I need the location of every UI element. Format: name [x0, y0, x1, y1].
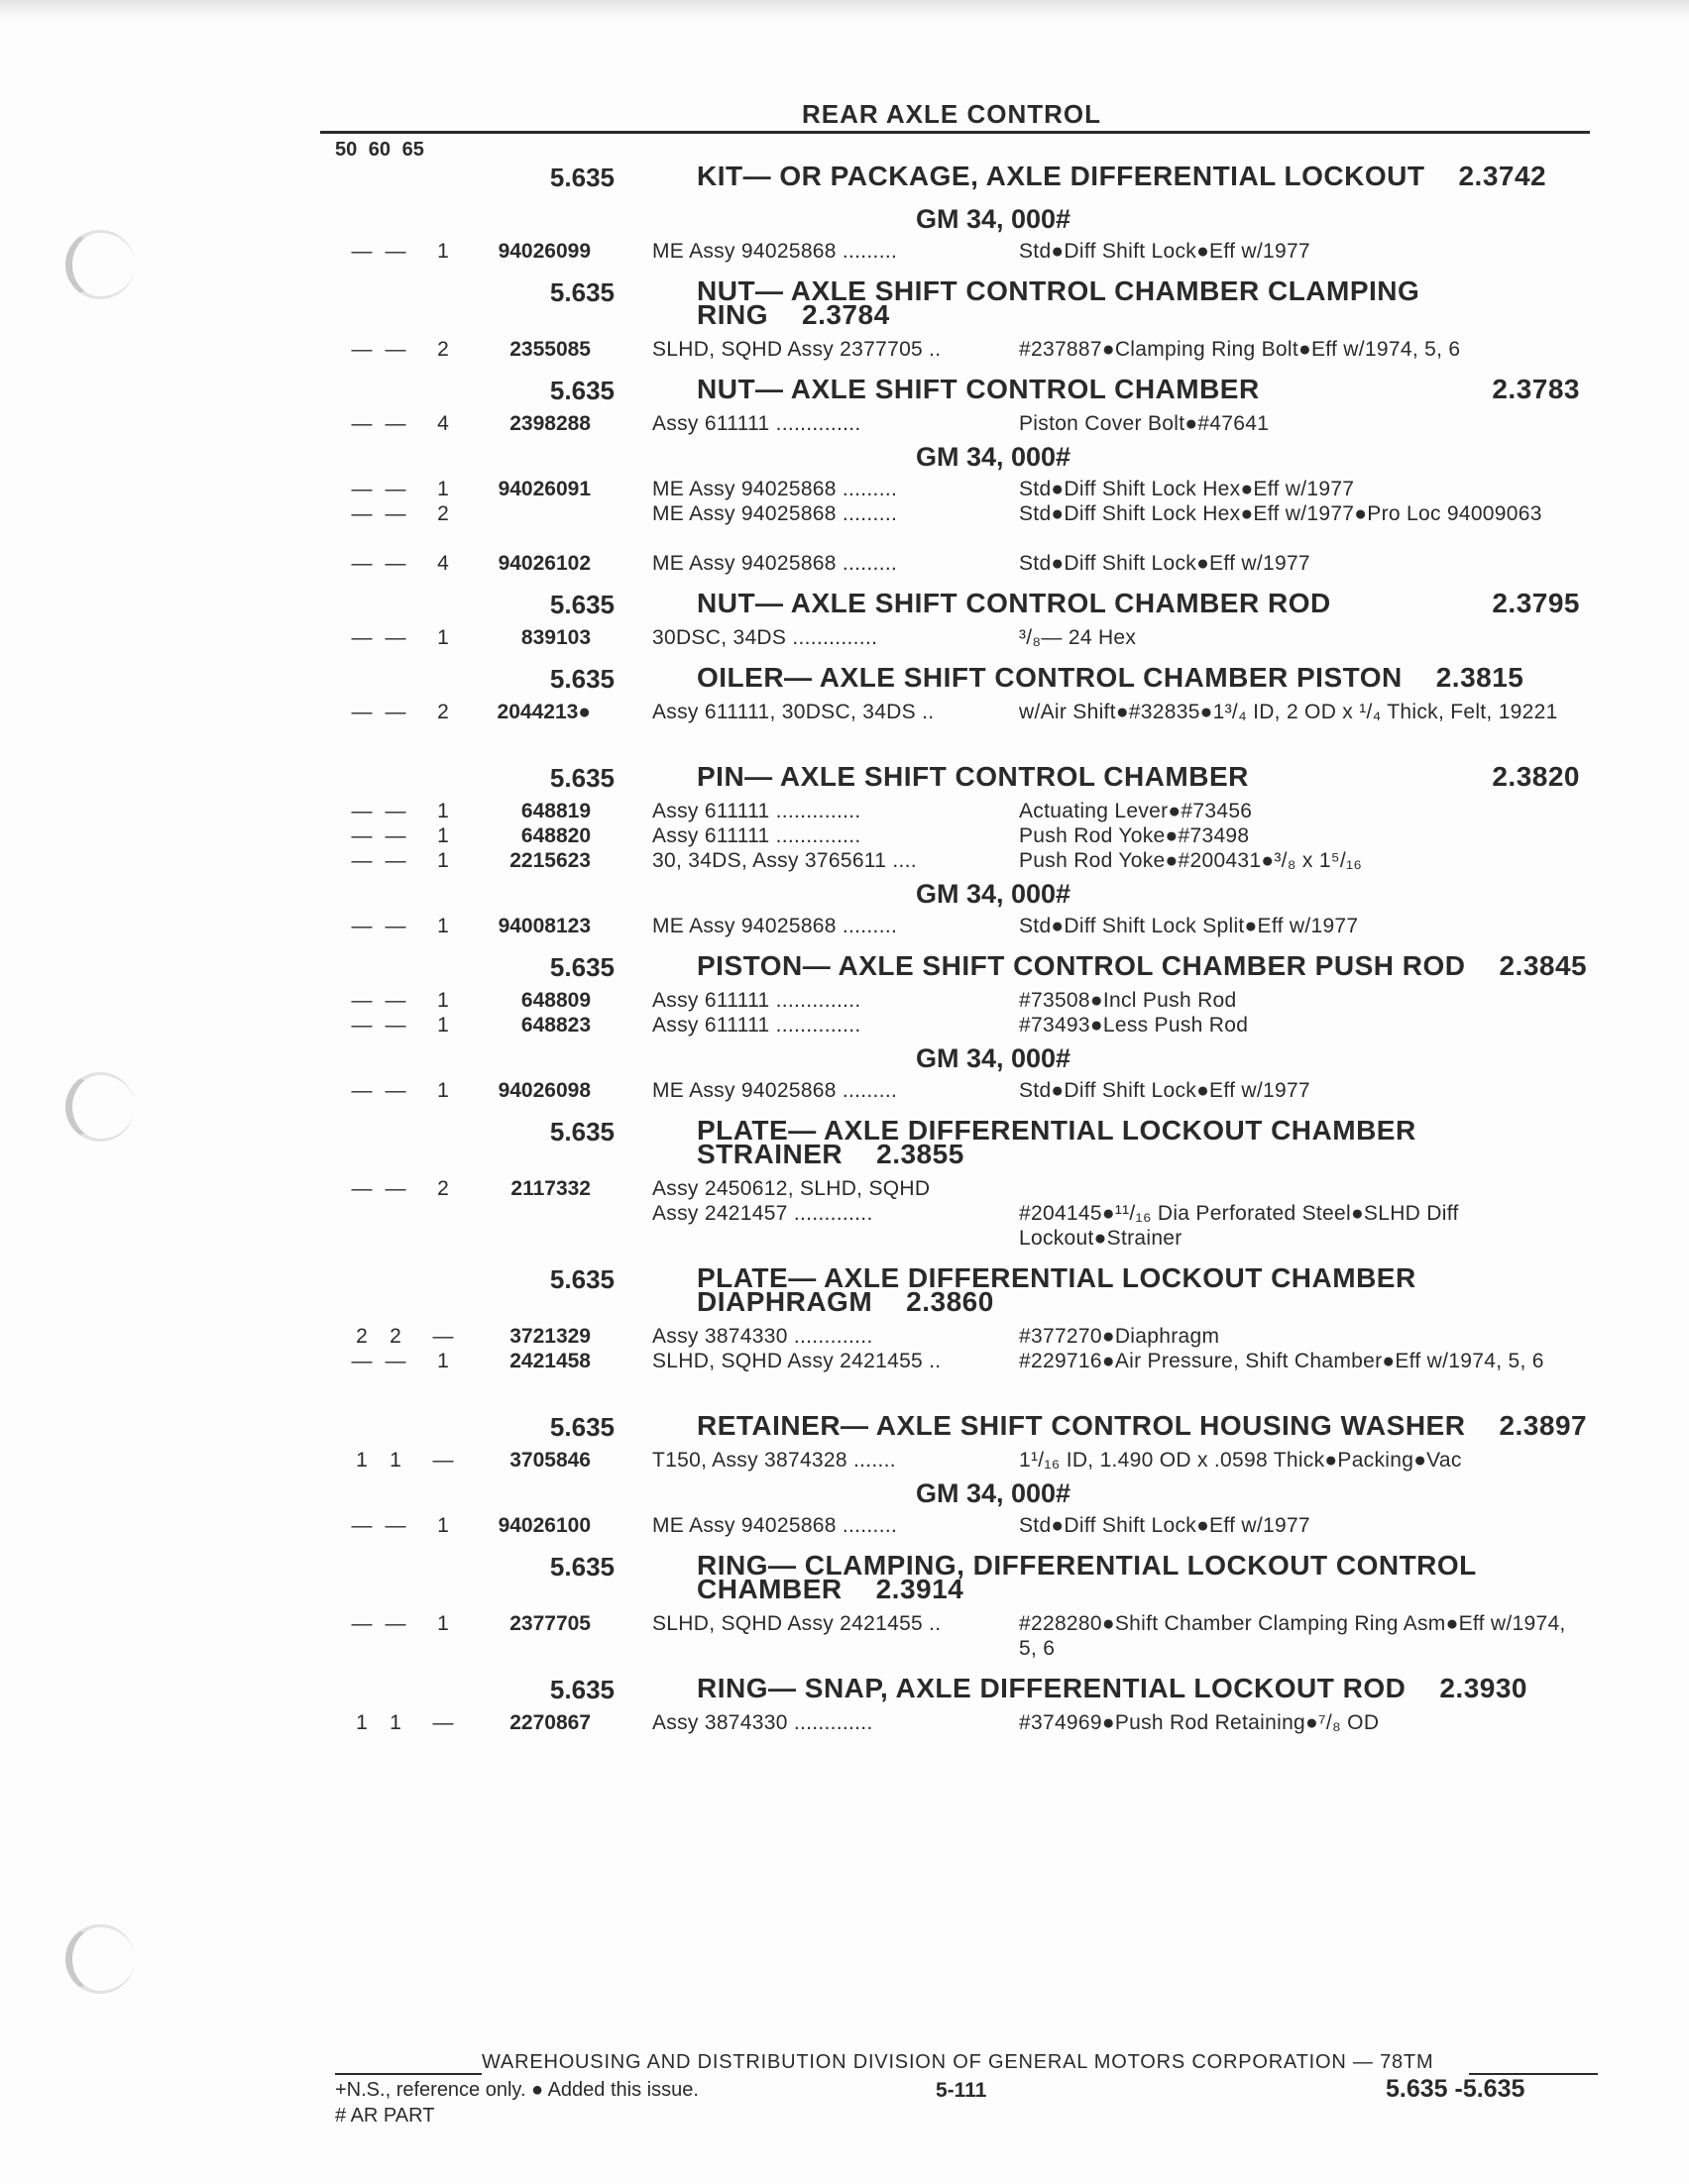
quantity-col-2: —	[385, 1014, 406, 1037]
section-heading	[0, 759, 1689, 793]
quantity-col-3: 1	[437, 240, 449, 263]
section-title	[697, 1260, 1589, 1317]
quantity-col-1: 1	[356, 1449, 368, 1472]
quantity-col-2: —	[385, 915, 406, 937]
quantity-col-1: 1	[356, 1711, 368, 1734]
section-gap	[0, 749, 1689, 759]
section-code: 5.635	[549, 376, 615, 405]
part-description: 1¹/₁₆ ID, 1.490 OD x .0598 Thick●Packing●Vac	[1019, 1449, 1462, 1472]
section-ref-number: 2.3783	[1492, 374, 1580, 404]
section-ref-number: 2.3897	[1499, 1410, 1588, 1441]
catalog-section	[0, 1671, 1689, 1745]
part-row	[0, 914, 1689, 938]
part-number: 2044213●	[497, 701, 591, 723]
quantity-col-1: —	[351, 478, 373, 500]
part-description: Std●Diff Shift Lock●Eff w/1977	[1019, 240, 1310, 263]
part-row	[0, 1324, 1689, 1349]
section-code: 5.635	[549, 1412, 615, 1442]
section-title-text: NUT— AXLE SHIFT CONTROL CHAMBER	[697, 374, 1260, 404]
quantity-col-2: —	[385, 1350, 406, 1372]
quantity-col-3: 1	[437, 824, 449, 847]
quantity-col-1: —	[351, 701, 373, 723]
part-description: #229716●Air Pressure, Shift Chamber●Eff w/1974, 5, 6	[1019, 1350, 1544, 1372]
quantity-col-3: 1	[437, 800, 449, 822]
quantity-col-3: 4	[437, 552, 449, 575]
section-ref-number: 2.3820	[1492, 761, 1580, 792]
part-row	[0, 501, 1689, 551]
part-number: 2117332	[510, 1177, 591, 1200]
section-code: 5.635	[549, 277, 615, 307]
part-description: #204145●¹¹/₁₆ Dia Perforated Steel●SLHD Diff Lockout●Strainer	[1019, 1202, 1459, 1250]
part-application: ME Assy 94025868 .........	[652, 915, 898, 937]
part-row	[0, 1349, 1689, 1398]
part-application: SLHD, SQHD Assy 2377705 ..	[652, 338, 942, 361]
parts-listing	[0, 159, 1689, 1745]
part-application: Assy 3874330 .............	[652, 1325, 873, 1348]
part-application: SLHD, SQHD Assy 2421455 ..	[652, 1350, 942, 1372]
quantity-col-1: —	[351, 824, 373, 847]
part-application: T150, Assy 3874328 .......	[652, 1449, 896, 1472]
part-row	[0, 1176, 1689, 1201]
part-row	[0, 1078, 1689, 1103]
section-heading	[0, 1113, 1689, 1169]
part-number: 648819	[520, 800, 591, 822]
quantity-col-3: 1	[437, 478, 449, 500]
part-row	[0, 1611, 1689, 1661]
part-number: 94008123	[498, 915, 591, 937]
quantity-col-3: —	[432, 1325, 454, 1348]
section-title-text: NUT— AXLE SHIFT CONTROL CHAMBER CLAMPING RING	[697, 275, 1420, 330]
catalog-section	[0, 660, 1689, 759]
quantity-col-1: —	[351, 1514, 373, 1537]
part-application: ME Assy 94025868 .........	[652, 552, 898, 575]
quantity-col-1: —	[351, 240, 373, 263]
section-title-text: PISTON— AXLE SHIFT CONTROL CHAMBER PUSH ROD	[697, 950, 1466, 981]
catalog-section	[0, 159, 1689, 273]
part-row	[0, 1013, 1689, 1037]
part-description: ³/₈— 24 Hex	[1019, 626, 1137, 649]
part-description: #73508●Incl Push Rod	[1019, 989, 1237, 1012]
quantity-col-1: —	[351, 338, 373, 361]
section-gap	[0, 1601, 1689, 1611]
section-code: 5.635	[549, 763, 615, 793]
part-application: Assy 611111 ..............	[652, 800, 861, 822]
section-title	[697, 273, 1589, 330]
part-description: Std●Diff Shift Lock Split●Eff w/1977	[1019, 915, 1359, 937]
part-row	[0, 848, 1689, 873]
part-row	[0, 823, 1689, 848]
section-heading	[0, 372, 1689, 405]
model-year-columns: 50 60 65	[335, 139, 424, 161]
quantity-col-1: —	[351, 502, 373, 525]
section-gap	[0, 1735, 1689, 1745]
quantity-col-3: 2	[437, 701, 449, 723]
part-number: 3705846	[509, 1449, 591, 1472]
section-heading	[0, 948, 1689, 982]
section-title	[697, 948, 1589, 981]
quantity-col-2: —	[385, 412, 406, 435]
section-title-text: OILER— AXLE SHIFT CONTROL CHAMBER PISTON	[697, 662, 1403, 693]
quantity-col-3: 1	[437, 1514, 449, 1537]
part-description: Piston Cover Bolt●#47641	[1019, 412, 1270, 435]
catalog-section	[0, 1260, 1689, 1408]
quantity-col-2: —	[385, 989, 406, 1012]
section-heading	[0, 273, 1689, 330]
part-application: Assy 2421457 .............	[652, 1202, 873, 1225]
part-description: #228280●Shift Chamber Clamping Ring Asm●Eff w/1974, 5, 6	[1019, 1612, 1566, 1660]
section-title-text: PIN— AXLE SHIFT CONTROL CHAMBER	[697, 761, 1249, 792]
quantity-col-1: —	[351, 626, 373, 649]
section-gap	[0, 1398, 1689, 1408]
part-number: 2270867	[509, 1711, 591, 1734]
catalog-section	[0, 1408, 1689, 1548]
section-gap	[0, 264, 1689, 273]
part-description: Std●Diff Shift Lock Hex●Eff w/1977	[1019, 478, 1355, 500]
quantity-col-3: 1	[437, 1014, 449, 1037]
part-number: 3721329	[509, 1325, 591, 1348]
quantity-col-1: 2	[356, 1325, 368, 1348]
part-number: 94026100	[498, 1514, 591, 1537]
quantity-col-2: —	[385, 849, 406, 872]
quantity-col-3: —	[432, 1449, 454, 1472]
section-title	[697, 660, 1589, 693]
part-description: Std●Diff Shift Lock●Eff w/1977	[1019, 1514, 1310, 1537]
part-row	[0, 411, 1689, 436]
part-number: 2215623	[509, 849, 591, 872]
part-description: Actuating Lever●#73456	[1019, 800, 1253, 822]
part-number: 2398288	[509, 412, 591, 435]
section-title-text: NUT— AXLE SHIFT CONTROL CHAMBER ROD	[697, 588, 1331, 618]
section-title-text: PLATE— AXLE DIFFERENTIAL LOCKOUT CHAMBER DIAPHRAGM	[697, 1262, 1416, 1317]
part-row	[0, 477, 1689, 501]
binder-hole-bottom	[65, 1924, 135, 1994]
catalog-section	[0, 1548, 1689, 1671]
quantity-col-1: —	[351, 800, 373, 822]
section-code: 5.635	[549, 952, 615, 982]
part-row	[0, 799, 1689, 823]
quantity-col-1: —	[351, 1612, 373, 1635]
quantity-col-3: 1	[437, 989, 449, 1012]
section-gap	[0, 1103, 1689, 1113]
quantity-col-1: —	[351, 412, 373, 435]
part-description: #237887●Clamping Ring Bolt●Eff w/1974, 5, 6	[1019, 338, 1461, 361]
section-title	[697, 759, 1589, 792]
section-title	[697, 586, 1589, 618]
quantity-col-3: 2	[437, 502, 449, 525]
part-row	[0, 625, 1689, 650]
part-row	[0, 1448, 1689, 1473]
section-title	[697, 1548, 1589, 1604]
part-number: 94026102	[498, 552, 591, 575]
quantity-col-1: —	[351, 1350, 373, 1372]
catalog-section	[0, 1113, 1689, 1260]
quantity-col-2: —	[385, 1612, 406, 1635]
quantity-col-2: —	[385, 502, 406, 525]
section-ref-number: 2.3784	[802, 299, 890, 330]
quantity-col-1: —	[351, 1177, 373, 1200]
part-application: ME Assy 94025868 .........	[652, 240, 898, 263]
part-number: 2377705	[509, 1612, 591, 1635]
gm-subheading: GM 34, 000#	[915, 1043, 1071, 1073]
section-ref-number: 2.3860	[906, 1286, 994, 1317]
quantity-col-1: —	[351, 1014, 373, 1037]
part-application: ME Assy 94025868 .........	[652, 502, 898, 525]
gm-subheading: GM 34, 000#	[915, 1478, 1071, 1508]
section-ref-number: 2.3815	[1435, 662, 1524, 693]
section-ref-number: 2.3914	[875, 1574, 964, 1604]
part-number: 94026098	[498, 1079, 591, 1102]
part-row	[0, 988, 1689, 1013]
quantity-col-2: —	[385, 338, 406, 361]
section-code: 5.635	[549, 1264, 615, 1294]
header-rule	[320, 131, 1590, 134]
section-gap	[0, 576, 1689, 586]
section-heading	[0, 159, 1689, 192]
section-title-text: RETAINER— AXLE SHIFT CONTROL HOUSING WASHER	[697, 1410, 1466, 1441]
part-description: w/Air Shift●#32835●1³/₄ ID, 2 OD x ¹/₄ Thick, Felt, 19221	[1019, 701, 1558, 723]
quantity-col-1: —	[351, 989, 373, 1012]
part-row	[0, 551, 1689, 576]
section-gap	[0, 1538, 1689, 1548]
section-title-text: RING— SNAP, AXLE DIFFERENTIAL LOCKOUT ROD	[697, 1673, 1407, 1703]
section-code: 5.635	[549, 1552, 615, 1582]
part-application: ME Assy 94025868 .........	[652, 478, 898, 500]
quantity-col-1: —	[351, 849, 373, 872]
part-application: Assy 611111 ..............	[652, 989, 861, 1012]
quantity-col-1: —	[351, 1079, 373, 1102]
section-title-text: KIT— OR PACKAGE, AXLE DIFFERENTIAL LOCKOUT	[697, 161, 1425, 191]
section-gap	[0, 362, 1689, 372]
quantity-col-2: 1	[390, 1449, 401, 1472]
catalog-section	[0, 372, 1689, 586]
section-code: 5.635	[549, 664, 615, 694]
quantity-col-3: 1	[437, 626, 449, 649]
section-heading	[0, 660, 1689, 694]
quantity-col-2: —	[385, 478, 406, 500]
part-application: ME Assy 94025868 .........	[652, 1514, 898, 1537]
part-application: ME Assy 94025868 .........	[652, 1079, 898, 1102]
part-description: Push Rod Yoke●#73498	[1019, 824, 1250, 847]
section-ref-number: 2.3795	[1492, 588, 1580, 618]
quantity-col-3: 1	[437, 1350, 449, 1372]
part-row	[0, 239, 1689, 264]
section-heading	[0, 1671, 1689, 1704]
part-application: Assy 3874330 .............	[652, 1711, 873, 1734]
part-description: #377270●Diaphragm	[1019, 1325, 1220, 1348]
gm-subheading: GM 34, 000#	[915, 879, 1071, 909]
section-title-text: PLATE— AXLE DIFFERENTIAL LOCKOUT CHAMBER STRAINER	[697, 1115, 1416, 1169]
part-description: Std●Diff Shift Lock Hex●Eff w/1977●Pro Loc 94009063	[1019, 502, 1542, 525]
gm-subheading: GM 34, 000#	[915, 204, 1071, 234]
quantity-col-1: —	[351, 915, 373, 937]
part-number: 648809	[520, 989, 591, 1012]
section-code: 5.635	[549, 1117, 615, 1147]
section-gap	[0, 938, 1689, 948]
part-row	[0, 337, 1689, 362]
section-gap	[0, 1661, 1689, 1671]
quantity-col-2: —	[385, 240, 406, 263]
section-title	[697, 159, 1589, 191]
quantity-col-2: —	[385, 701, 406, 723]
footer-legend-ar: # AR PART	[335, 2105, 435, 2127]
part-row	[0, 700, 1689, 749]
section-ref-number: 2.3845	[1499, 950, 1588, 981]
quantity-col-3: 1	[437, 849, 449, 872]
part-application: 30DSC, 34DS ..............	[652, 626, 878, 649]
section-heading	[0, 1548, 1689, 1604]
section-title	[697, 372, 1589, 404]
gm-subheading: GM 34, 000#	[915, 442, 1071, 472]
quantity-col-2: —	[385, 1177, 406, 1200]
part-number: 94026099	[498, 240, 591, 263]
part-application: 30, 34DS, Assy 3765611 ....	[652, 849, 917, 872]
footer-division-line: WAREHOUSING AND DISTRIBUTION DIVISION OF GENERAL MOTORS CORPORATION — 78TM	[482, 2051, 1434, 2073]
part-row	[0, 1710, 1689, 1735]
section-title	[697, 1408, 1589, 1441]
part-number: 648823	[520, 1014, 591, 1037]
section-ref-number: 2.3742	[1458, 161, 1547, 191]
catalog-section	[0, 586, 1689, 660]
quantity-col-3: —	[432, 1711, 454, 1734]
catalog-section	[0, 273, 1689, 372]
part-description: #374969●Push Rod Retaining●⁷/₈ OD	[1019, 1711, 1380, 1734]
part-application: Assy 611111, 30DSC, 34DS ..	[652, 701, 935, 723]
section-title	[697, 1113, 1589, 1169]
section-code: 5.635	[549, 163, 615, 192]
quantity-col-3: 4	[437, 412, 449, 435]
footer-rule-left	[335, 2073, 482, 2075]
part-number: 2421458	[509, 1350, 591, 1372]
part-number: 94026091	[498, 478, 591, 500]
part-number: 648820	[520, 824, 591, 847]
quantity-col-2: —	[385, 1079, 406, 1102]
quantity-col-1: —	[351, 552, 373, 575]
quantity-col-2: 2	[390, 1325, 401, 1348]
section-ref-number: 2.3930	[1439, 1673, 1527, 1703]
page-number: 5-111	[936, 2079, 987, 2102]
section-heading	[0, 1408, 1689, 1442]
page-edge-shadow	[0, 0, 1689, 20]
part-description: Std●Diff Shift Lock●Eff w/1977	[1019, 552, 1310, 575]
section-heading	[0, 1260, 1689, 1317]
quantity-col-2: —	[385, 800, 406, 822]
part-row	[0, 1201, 1689, 1251]
section-title	[697, 1671, 1589, 1703]
part-application: Assy 611111 ..............	[652, 1014, 861, 1037]
part-application: SLHD, SQHD Assy 2421455 ..	[652, 1612, 942, 1635]
quantity-col-2: 1	[390, 1711, 401, 1734]
section-ref-number: 2.3855	[876, 1139, 964, 1169]
quantity-col-3: 1	[437, 1612, 449, 1635]
part-application: Assy 611111 ..............	[652, 824, 861, 847]
part-application: Assy 2450612, SLHD, SQHD	[652, 1177, 931, 1200]
quantity-col-3: 2	[437, 338, 449, 361]
catalog-section	[0, 759, 1689, 948]
part-application: Assy 611111 ..............	[652, 412, 861, 435]
part-number: 2355085	[509, 338, 591, 361]
page-range: 5.635 -5.635	[1386, 2075, 1525, 2103]
part-row	[0, 1513, 1689, 1538]
quantity-col-2: —	[385, 626, 406, 649]
section-code: 5.635	[549, 1675, 615, 1704]
quantity-col-3: 2	[437, 1177, 449, 1200]
section-gap	[0, 1166, 1689, 1176]
part-description: Push Rod Yoke●#200431●³/₈ x 1⁵/₁₆	[1019, 849, 1363, 872]
part-number: 839103	[520, 626, 591, 649]
quantity-col-2: —	[385, 1514, 406, 1537]
section-code: 5.635	[549, 590, 615, 619]
page-title: REAR AXLE CONTROL	[801, 99, 1102, 129]
section-gap	[0, 650, 1689, 660]
quantity-col-3: 1	[437, 915, 449, 937]
quantity-col-2: —	[385, 824, 406, 847]
section-title-text: RING— CLAMPING, DIFFERENTIAL LOCKOUT CONTROL CHAMBER	[697, 1550, 1477, 1604]
quantity-col-3: 1	[437, 1079, 449, 1102]
part-description: Std●Diff Shift Lock●Eff w/1977	[1019, 1079, 1310, 1102]
quantity-col-2: —	[385, 552, 406, 575]
catalog-section	[0, 948, 1689, 1113]
part-description: #73493●Less Push Rod	[1019, 1014, 1249, 1037]
section-gap	[0, 1251, 1689, 1260]
footer-legend: +N.S., reference only. ● Added this issue.	[335, 2079, 699, 2101]
section-heading	[0, 586, 1689, 619]
